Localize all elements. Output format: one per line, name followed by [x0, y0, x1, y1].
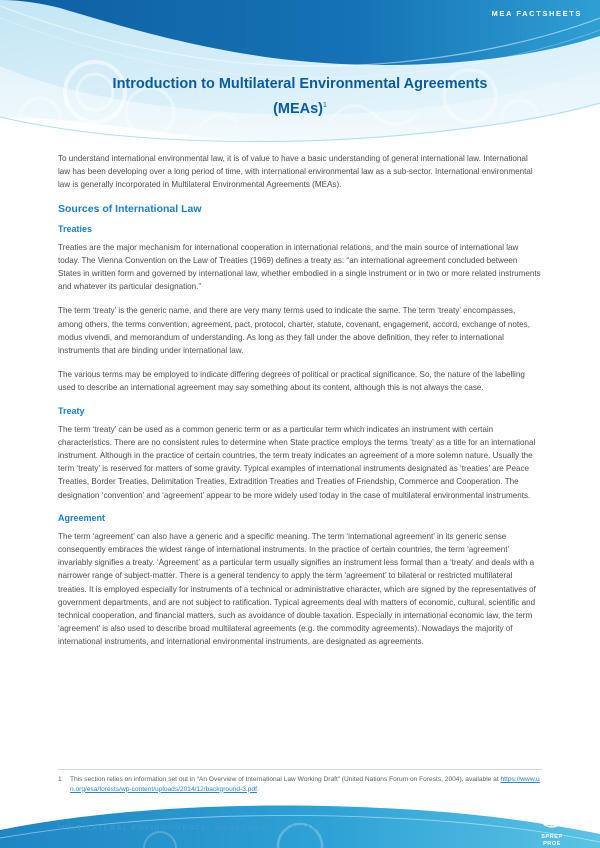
footnote-text: [70, 775, 542, 794]
header-decorative-graphic: [0, 0, 600, 146]
page-footer: [0, 800, 600, 848]
footnote-text-after: .: [256, 785, 259, 793]
treaty-paragraph-1: The term ‘treaty’ can be used as a common generic term or as a particular term which indicates an instrument with certain characteristics. There are no consistent rules to determine when State practice employs the terms ‘treaty’ as a title for an international instrument. Although in the practice of certain countries, the term treaty indicates an agreement of a more solemn nature. Usually the term ‘treaty’ is reserved for matters of some gravity. Typical examples of international instruments designated as ‘treaties’ are Peace Treaties, Border Treaties, Delimitation Treaties, Extradition Treaties and Treaties of Friendship, Commerce and Cooperation. The designation ‘convention’ and ‘agreement’ appear to be more widely used today in the case of multilateral environmental instruments.: [58, 424, 536, 500]
footnote-link[interactable]: https://www.un.org/esa/forests/wp-content/uploads/2014/12/background-3.pdf: [70, 776, 540, 793]
sprep-logo-line2: PROE: [543, 841, 561, 847]
intro-paragraph: To understand international environmental law, it is of value to have a basic understanding of general international law. International law has been developing over a long period of time, with international environmental law as a sub-sector. International environmental law is generally incorporated in Multilateral Environmental Agreements (MEAs).: [58, 154, 533, 190]
title-footnote-marker: 1: [323, 102, 327, 109]
footnote-number: 1: [58, 776, 62, 783]
subheading-agreement: Agreement: [58, 512, 106, 523]
footnote-text-before: This section relies on information set out in “An Overview of International Law Working Draft” (United Nations Forum on Forests, 2004), available at: [70, 776, 501, 783]
subheading-treaties: Treaties: [58, 223, 93, 234]
page-title: [0, 74, 600, 120]
agreement-paragraph-1: The term ‘agreement’ can also have a generic and a specific meaning. The term ‘international agreement’ in its generic sense consequently embraces the widest range of international instruments. In the practice of certain countries, the term ‘agreement’ invariably signifies a treaty. ‘Agreement’ as a particular term usually signifies an instrument less formal than a ‘treaty’ and deals with a narrower range of subject-matter. There is a general tendency to apply the term ‘agreement’ to bilateral or restricted multilateral treaties. It is employed especially for instruments of a technical or administrative character, which are signed by the representatives of government departments, and are not subject to ratification. Typical agreements deal with matters of economic, cultural, scientific and technical cooperation, and financial matters, such as avoidance of double taxation. Especially in international economic law, the term ‘agreement’ is also used to describe broad multilateral agreements (e.g. the commodity agreements). Nowadays the majority of international instruments, and international environmental instruments, are designated as agreements.: [58, 531, 536, 647]
header-tagline: MEA FACTSHEETS: [491, 9, 582, 18]
treaties-paragraph-3: The various terms may be employed to indicate differing degrees of political or practical significance. So, the nature of the labelling used to describe an international agreement may say something about its content, although this is not always the case.: [58, 370, 525, 393]
treaties-paragraph-1: Treaties are the major mechanism for international cooperation in international relations, and the main source of international law today. The Vienna Convention on the Law of Treaties (1969) defines a treaty as: “an international agreement concluded between States in written form and governed by international law, whether embodied in a single instrument or in two or more related instruments and whatever its particular designation.”: [58, 242, 541, 292]
sprep-logo-mark: [530, 800, 574, 828]
page-title-line1: Introduction to Multilateral Environmental Agreements: [112, 76, 488, 92]
subheading-treaty: Treaty: [58, 405, 85, 416]
page-header: [0, 0, 600, 146]
treaties-paragraph-2: The term ‘treaty’ is the generic name, and there are very many terms used to indicate the same. The term ‘treaty’ encompasses, among others, the terms convention, agreement, pact, protocol, charter, statute, covenant, engagement, accord, exchange of notes, modus vivendi, and memorandum of understanding. As long as they fall under the above definition, they refer to international instruments that are binding under international law.: [58, 306, 530, 356]
document-body: [58, 152, 542, 660]
footnote-block: [58, 769, 542, 794]
sprep-logo-line1: SPREP: [541, 834, 563, 840]
section-heading-sources: Sources of International Law: [58, 202, 202, 215]
page-title-line2: (MEAs): [273, 100, 324, 117]
sprep-logo: [530, 800, 574, 847]
footer-label: MULTILATERAL ENVIRONMENTAL AGREEMENTS • MEAs: [58, 823, 317, 832]
